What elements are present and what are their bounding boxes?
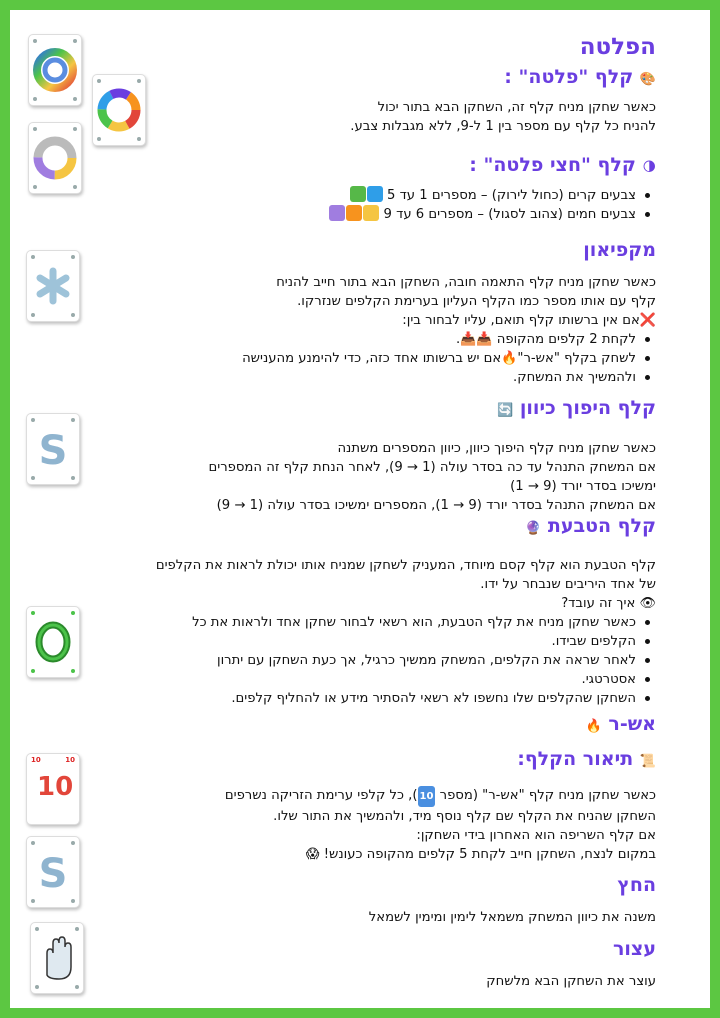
crystal-ball-icon: 🔮 <box>525 521 542 536</box>
warm-color-swatch <box>329 205 345 221</box>
list-item-continuation: הקלפים שבידו. <box>156 632 636 651</box>
palette-card-image <box>28 34 82 106</box>
warm-color-swatch <box>346 205 362 221</box>
list-item-continuation: ולהמשיך את המשחק. <box>242 368 636 387</box>
list-item: לקחת 2 קלפים מהקופה 📥📥. <box>242 330 636 349</box>
half-palette-list <box>328 186 656 224</box>
copycat-heading: מקפיאון <box>583 239 656 261</box>
half-moon-icon: 🌗 <box>642 160 656 175</box>
half-palette-heading <box>469 154 656 176</box>
number-ten-badge: 10 <box>418 786 436 807</box>
svg-text:S: S <box>38 428 68 474</box>
fire-card-image <box>26 753 80 825</box>
stop-text: עוצר את השחקן הבא מלשחק <box>486 974 656 989</box>
draw-pile-icon: 📥📥 <box>460 332 493 347</box>
copycat-choice-line: ❌אם אין ברשותו קלף תואם, עליו לבחור בין: <box>402 313 656 328</box>
list-item: צבעים חמים (צהוב לסגול) – מספרים 6 עד 9 <box>328 205 636 224</box>
arrow-heading: החץ <box>617 874 656 896</box>
rules-page <box>10 10 710 1008</box>
palette-line-1: כאשר שחקן מניח קלף זה, השחקן הבא בתור יכול <box>377 100 656 115</box>
fire-icon: 🔥 <box>501 351 518 366</box>
scroll-icon: 📜 <box>639 754 656 769</box>
card-corner-number: 10 <box>31 756 41 764</box>
palette-icon: 🎨 <box>639 72 656 87</box>
reverse-heading: קלף היפוך כיוון 🔄 <box>497 397 656 419</box>
fire-description-heading: 📜 תיאור הקלף: <box>517 748 656 770</box>
stop-heading: עצור <box>612 938 656 960</box>
reverse-text: כאשר שחקן מניח קלף היפוך כיוון, כיוון המספרים משתנה אם המשחק התנהל עד כה בסדר עולה (1 → 9), לאחר הנחת קלף זה המספרים ימשיכו בסדר יורד (9 → 1) אם המשחק התנהל בסדר יורד (9 → 1), המספרים ימשיכו בסדר עולה (1 → 9) <box>208 441 656 513</box>
eye-icon: 👁 <box>639 596 656 611</box>
fire-text: כאשר שחקן מניח קלף "אש-ר" (מספר 10), כל קלפי ערימת הזריקה נשרפים השחקן שהניח את הקלף שם קלף נוסף מיד, ולהמשיך את התור שלו. אם קלף השריפה הוא האחרון בידי השחקן: במקום לנצח, השחקן חייב לקחת 5 קלפים מהקופה כעונש! 😱 <box>224 788 656 862</box>
ring-text: קלף הטבעת הוא קלף קסם מיוחד, המעניק לשחקן שמניח אותו יכולת לראות את הקלפים של אחד היריבים שנבחר על ידו. 👁 איך זה עובד? כאשר שחקן מניח את קלף הטבעת, הוא רשאי לבחור שחקן אחד ולראות את כל הקלפים שבידו. לאחר שראה את הקלפים, המשחק ממשיך כרגיל, אך כעת השחקן עם יתרון אסטרטגי. השחקן שהקלפים שלו נחשפו לא רשאי להסתיר מידע או להחליף קלפים. <box>155 558 656 706</box>
copycat-card-image <box>26 250 80 322</box>
arrow-text: משנה את כיוון המשחק משמאל לימין ומימין לשמאל <box>368 910 656 925</box>
refresh-icon: 🔄 <box>497 403 514 418</box>
palette-text <box>350 98 656 136</box>
palette-heading-text: קלף "פלטה" : <box>504 66 634 88</box>
list-item: לאחר שראה את הקלפים, המשחק ממשיך כרגיל, אך כעת השחקן עם יתרון <box>156 651 636 670</box>
fire-heading: אש-ר 🔥 <box>585 713 656 735</box>
list-item-continuation: אסטרטגי. <box>156 670 636 689</box>
palette-card-image <box>92 74 146 146</box>
half-palette-card-image <box>28 122 82 194</box>
list-item: לשחק בקלף "אש-ר"🔥אם יש ברשותו אחד כזה, כדי להימנע מהענישה <box>242 351 636 366</box>
card-corner-number: 10 <box>65 756 75 764</box>
cold-color-swatch <box>350 186 366 202</box>
palette-heading <box>504 66 656 88</box>
ring-heading: קלף הטבעת 🔮 <box>525 515 656 537</box>
half-palette-heading-text: קלף "חצי פלטה" : <box>469 154 636 176</box>
list-item: השחקן שהקלפים שלו נחשפו לא רשאי להסתיר מידע או להחליף קלפים. <box>156 689 636 708</box>
palette-line-2: להניח כל קלף עם מספר בין 1 ל-9, ללא מגבלות צבע. <box>350 119 656 134</box>
scream-face-icon: 😱 <box>305 847 320 862</box>
warm-color-swatch <box>363 205 379 221</box>
stop-card-image <box>30 922 84 994</box>
arrow-card-image <box>26 836 80 908</box>
list-item: כאשר שחקן מניח את קלף הטבעת, הוא רשאי לבחור שחקן אחד ולראות את כל <box>156 613 636 632</box>
copycat-text: כאשר שחקן מניח קלף התאמה חובה, השחקן הבא בתור חייב להניח קלף עם אותו מספר כמו הקלף העליון בערימת הקלפים שנזרקו. ❌אם אין ברשותו קלף תואם, עליו לבחור בין: לקחת 2 קלפים מהקופה 📥📥. לשחק בקלף "אש-ר"🔥אם יש ברשותו אחד כזה, כדי להימנע מהענישה ולהמשיך את המשחק. <box>242 275 656 385</box>
svg-text:S: S <box>38 851 68 897</box>
page-title: הפלטה <box>579 34 656 60</box>
list-item: צבעים קרים (כחול לירוק) – מספרים 1 עד 5 <box>328 186 636 205</box>
fire-icon: 🔥 <box>585 719 602 734</box>
reverse-card-image <box>26 413 80 485</box>
cold-color-swatch <box>367 186 383 202</box>
ring-card-image <box>26 606 80 678</box>
cross-mark-icon: ❌ <box>639 313 656 328</box>
card-big-number: 10 <box>37 772 74 802</box>
